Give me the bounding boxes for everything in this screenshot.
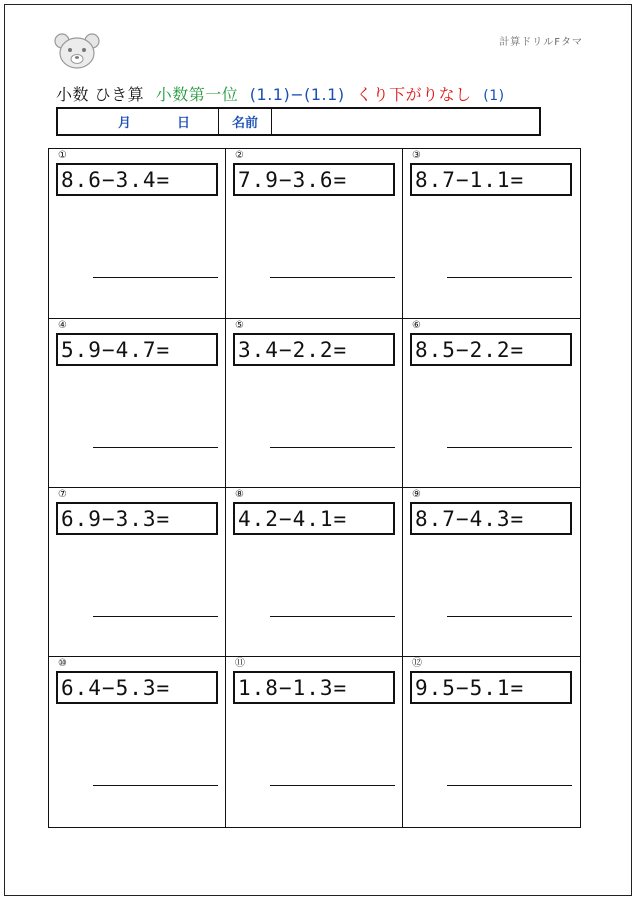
bear-face-icon	[53, 31, 101, 71]
problem-expression: 8.6−3.4=	[56, 163, 218, 196]
problem-cell	[403, 319, 580, 488]
problem-cell	[226, 657, 403, 827]
name-date-box	[56, 107, 541, 136]
problem-expression: 6.4−5.3=	[56, 671, 218, 704]
answer-line[interactable]	[270, 277, 395, 278]
problem-number: ⑦	[58, 489, 67, 500]
answer-line[interactable]	[93, 616, 218, 617]
answer-line[interactable]	[447, 785, 572, 786]
problem-expression: 3.4−2.2=	[233, 333, 395, 366]
problem-cell	[49, 488, 226, 657]
problem-number: ②	[235, 150, 244, 161]
title-decimal-place: 小数第一位	[155, 85, 239, 104]
problem-cell	[403, 657, 580, 827]
answer-line[interactable]	[93, 277, 218, 278]
problem-expression: 8.7−4.3=	[410, 502, 572, 535]
problem-cell	[226, 149, 403, 319]
problem-number: ⑤	[235, 320, 244, 331]
title-operation: 小数 ひき算	[56, 85, 145, 104]
problem-expression: 8.5−2.2=	[410, 333, 572, 366]
name-field[interactable]	[272, 109, 539, 134]
problem-cell	[49, 657, 226, 827]
problem-expression: 6.9−3.3=	[56, 502, 218, 535]
problem-cell	[49, 319, 226, 488]
answer-line[interactable]	[93, 785, 218, 786]
title-no-borrow: くり下がりなし	[356, 85, 472, 104]
answer-line[interactable]	[270, 616, 395, 617]
brand-text: 計算ドリルFタマ	[499, 37, 583, 48]
problem-cell	[49, 149, 226, 319]
problem-number: ⑧	[235, 489, 244, 500]
title-sheet-number: (1)	[483, 88, 505, 104]
problem-number: ⑥	[412, 320, 421, 331]
answer-line[interactable]	[447, 447, 572, 448]
problem-number: ⑫	[412, 658, 422, 669]
problem-expression: 4.2−4.1=	[233, 502, 395, 535]
problem-expression: 5.9−4.7=	[56, 333, 218, 366]
problem-cell	[226, 319, 403, 488]
name-label: 名前	[219, 109, 272, 134]
problem-cell	[226, 488, 403, 657]
worksheet-title	[56, 82, 511, 105]
answer-line[interactable]	[93, 447, 218, 448]
problem-number: ⑩	[58, 658, 67, 669]
answer-line[interactable]	[447, 277, 572, 278]
answer-line[interactable]	[447, 616, 572, 617]
month-label: 月	[118, 116, 132, 131]
answer-line[interactable]	[270, 447, 395, 448]
problem-cell	[403, 149, 580, 319]
problem-grid	[48, 148, 581, 828]
problem-number: ①	[58, 150, 67, 161]
problem-number: ③	[412, 150, 421, 161]
problem-expression: 8.7−1.1=	[410, 163, 572, 196]
problem-expression: 7.9−3.6=	[233, 163, 395, 196]
problem-number: ④	[58, 320, 67, 331]
problem-number: ⑨	[412, 489, 421, 500]
day-label: 日	[177, 116, 191, 131]
problem-number: ⑪	[235, 658, 245, 669]
problem-expression: 1.8−1.3=	[233, 671, 395, 704]
problem-cell	[403, 488, 580, 657]
date-field[interactable]	[58, 109, 219, 134]
title-pattern: (1.1)−(1.1)	[249, 85, 345, 104]
answer-line[interactable]	[270, 785, 395, 786]
problem-expression: 9.5−5.1=	[410, 671, 572, 704]
